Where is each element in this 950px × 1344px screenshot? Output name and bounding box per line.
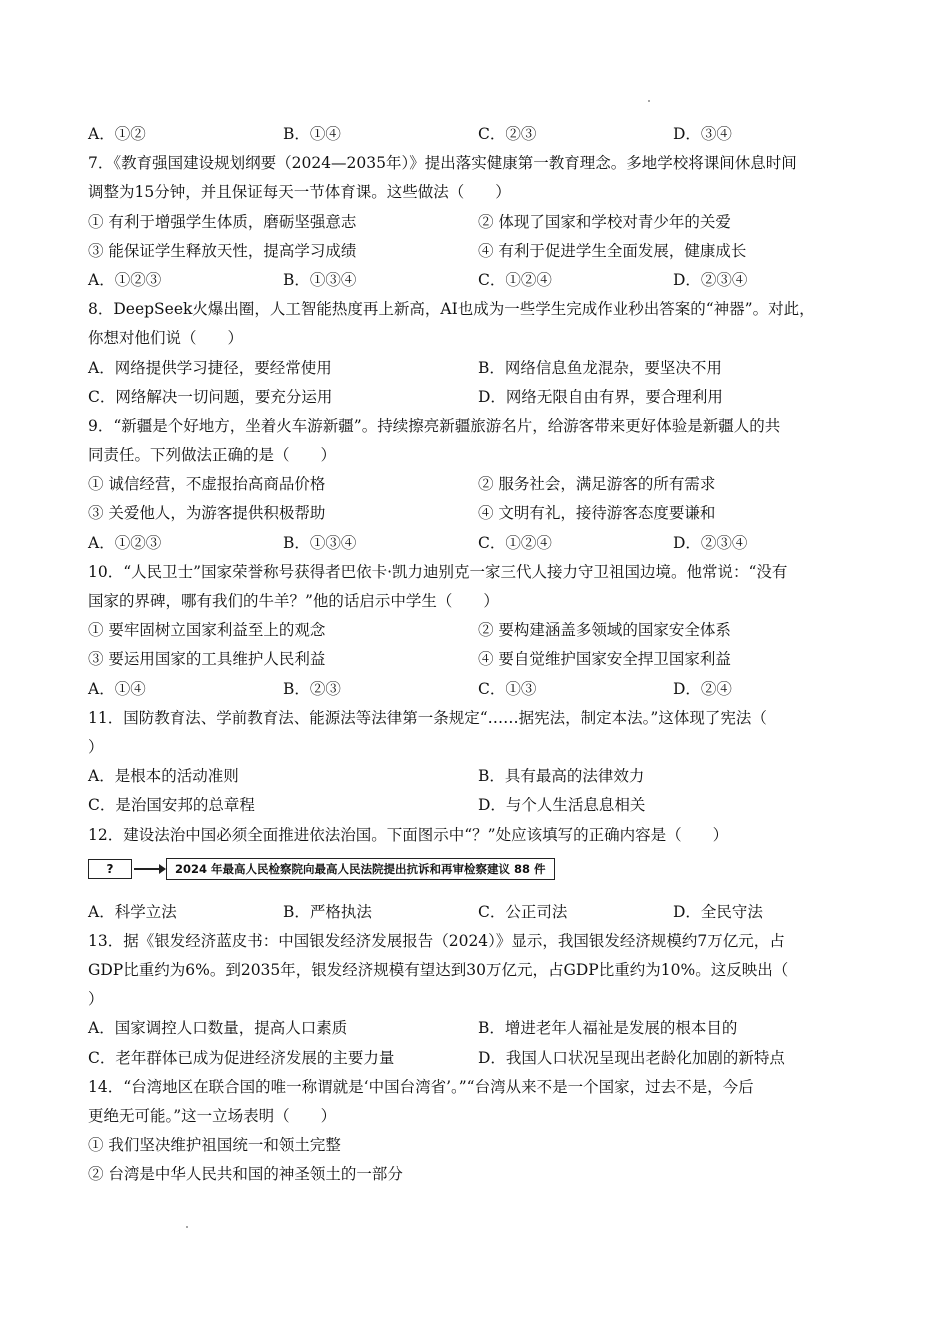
- option-a[interactable]: A．①②: [88, 125, 146, 143]
- option-a[interactable]: A．①②③: [88, 270, 162, 289]
- option-c[interactable]: C．①②④: [478, 533, 552, 552]
- q9-item-4: ④ 文明有礼，接待游客态度要谦和: [478, 504, 716, 523]
- option-b[interactable]: B．严格执法: [283, 902, 372, 921]
- q13-stem-line-3: ）: [88, 990, 104, 1009]
- q14-stem-line-2: 更绝无可能。”这一立场表明（ ）: [88, 1107, 337, 1125]
- option-b[interactable]: B．②③: [283, 679, 341, 698]
- option-c[interactable]: C．①③: [478, 679, 537, 698]
- q10-items-row-2: [88, 645, 868, 674]
- option-b[interactable]: B．增进老年人福祉是发展的根本目的: [478, 1019, 738, 1038]
- option-c[interactable]: C．网络解决一切问题，要充分运用: [88, 387, 333, 406]
- option-d[interactable]: D．②④: [673, 679, 732, 698]
- q8-options-row-2: [88, 383, 868, 412]
- option-a[interactable]: A．是根本的活动准则: [88, 767, 239, 786]
- q10-item-1: ① 要牢固树立国家利益至上的观念: [88, 621, 326, 640]
- q11-options-row-1: [88, 762, 868, 791]
- q14-item-1: ① 我们坚决维护祖国统一和领土完整: [88, 1136, 341, 1155]
- q14-item-2: ② 台湾是中华人民共和国的神圣领土的一部分: [88, 1165, 403, 1184]
- q7-item-1: ① 有利于增强学生体质，磨砺坚强意志: [88, 212, 357, 231]
- option-a[interactable]: A．科学立法: [88, 902, 177, 921]
- option-b[interactable]: B．①③④: [283, 270, 357, 289]
- q10-item-4: ④ 要自觉维护国家安全捍卫国家利益: [478, 650, 731, 669]
- option-d[interactable]: D．②③④: [673, 533, 748, 552]
- q12-stem-line-1: 12．建设法治中国必须全面推进依法治国。下面图示中“？”处应该填写的正确内容是（ ）: [88, 825, 729, 844]
- q7-item-2: ② 体现了国家和学校对青少年的关爱: [478, 212, 731, 231]
- option-d[interactable]: D．全民守法: [673, 902, 763, 921]
- option-c[interactable]: C．老年群体已成为促进经济发展的主要力量: [88, 1048, 395, 1067]
- q7-items-row-2: [88, 237, 868, 266]
- arrow-right-icon: [134, 868, 164, 870]
- option-a[interactable]: A．①④: [88, 679, 146, 698]
- q8-options-row-1: [88, 354, 868, 383]
- q7-options: [88, 266, 868, 295]
- question-mark-box: ?: [88, 859, 132, 879]
- option-b[interactable]: B．具有最高的法律效力: [478, 767, 645, 786]
- option-c[interactable]: C．②③: [478, 125, 537, 143]
- q6-options: [88, 120, 868, 149]
- q10-stem-line-1: 10．“人民卫士”国家荣誉称号获得者巴依卡·凯力迪别克一家三代人接力守卫祖国边境。他常说：“没有: [88, 562, 788, 581]
- q9-stem-line-1: 9．“新疆是个好地方，坐着火车游新疆”。持续擦亮新疆旅游名片，给游客带来更好体验是新疆人的共: [88, 416, 781, 435]
- q13-stem-line-2: GDP比重约为6%。到2035年，银发经济规模有望达到30万亿元，占GDP比重约为10%。这反映出（: [88, 961, 789, 980]
- q10-item-3: ③ 要运用国家的工具维护人民利益: [88, 650, 326, 669]
- q9-items-row-2: [88, 499, 868, 528]
- q12-diagram: [88, 852, 868, 886]
- option-b[interactable]: B．网络信息鱼龙混杂，要坚决不用: [478, 358, 722, 377]
- scan-dot: [186, 1226, 188, 1228]
- option-c[interactable]: C．是治国安邦的总章程: [88, 796, 255, 815]
- option-a[interactable]: A．国家调控人口数量，提高人口素质: [88, 1019, 348, 1038]
- q13-options-row-1: [88, 1014, 868, 1043]
- option-b[interactable]: B．①③④: [283, 533, 357, 552]
- q10-items-row-1: [88, 616, 868, 645]
- q10-stem-line-2: 国家的界碑，哪有我们的牛羊？”他的话启示中学生（ ）: [88, 592, 499, 610]
- option-d[interactable]: D．网络无限自由有界，要合理利用: [478, 387, 723, 406]
- exam-page: [88, 120, 868, 1190]
- q11-stem-line-1: 11．国防教育法、学前教育法、能源法等法律第一条规定“……据宪法，制定本法。”这体现了宪法（: [88, 708, 767, 727]
- q9-item-2: ② 服务社会，满足游客的所有需求: [478, 475, 716, 494]
- q10-options: [88, 675, 868, 704]
- q9-items-row-1: [88, 470, 868, 499]
- q9-stem-line-2: 同责任。下列做法正确的是（ ）: [88, 446, 337, 465]
- q7-stem-line-1: 7．《教育强国建设规划纲要（2024—2035年）》提出落实健康第一教育理念。多地学校将课间休息时间: [88, 154, 797, 173]
- q9-item-1: ① 诚信经营，不虚报抬高商品价格: [88, 475, 326, 494]
- option-d[interactable]: D．我国人口状况呈现出老龄化加剧的新特点: [478, 1048, 785, 1067]
- q10-item-2: ② 要构建涵盖多领域的国家安全体系: [478, 621, 731, 640]
- q7-item-4: ④ 有利于促进学生全面发展，健康成长: [478, 241, 747, 260]
- scan-dot: [648, 100, 650, 102]
- q7-item-3: ③ 能保证学生释放天性，提高学习成绩: [88, 241, 357, 260]
- option-a[interactable]: A．①②③: [88, 533, 162, 552]
- option-d[interactable]: D．③④: [673, 125, 732, 143]
- option-a[interactable]: A．网络提供学习捷径，要经常使用: [88, 358, 332, 377]
- q11-stem-line-2: ）: [88, 737, 104, 756]
- q7-stem-line-2: 调整为15分钟，并且保证每天一节体育课。这些做法（ ）: [88, 183, 511, 202]
- q12-options: [88, 898, 868, 927]
- diagram-result-box: 2024 年最高人民检察院向最高人民法院提出抗诉和再审检察建议 88 件: [166, 858, 555, 880]
- q14-stem-line-1: 14．“台湾地区在联合国的唯一称谓就是‘中国台湾省’。”“台湾从来不是一个国家，过去不是，今后: [88, 1077, 754, 1096]
- option-c[interactable]: C．①②④: [478, 270, 552, 289]
- q13-options-row-2: [88, 1044, 868, 1073]
- option-d[interactable]: D．②③④: [673, 270, 748, 289]
- option-c[interactable]: C．公正司法: [478, 902, 568, 921]
- q9-item-3: ③ 关爱他人，为游客提供积极帮助: [88, 504, 326, 523]
- q8-stem-line-2: 你想对他们说（ ）: [88, 329, 244, 348]
- q9-options: [88, 529, 868, 558]
- q7-items-row-1: [88, 208, 868, 237]
- q8-stem-line-1: 8．DeepSeek火爆出圈，人工智能热度再上新高，AI也成为一些学生完成作业秒出答案的“神器”。对此，: [88, 300, 815, 319]
- option-b[interactable]: B．①④: [283, 125, 341, 143]
- q13-stem-line-1: 13．据《银发经济蓝皮书：中国银发经济发展报告（2024）》显示，我国银发经济规模约7万亿元，占: [88, 931, 785, 950]
- q11-options-row-2: [88, 791, 868, 820]
- option-d[interactable]: D．与个人生活息息相关: [478, 796, 646, 815]
